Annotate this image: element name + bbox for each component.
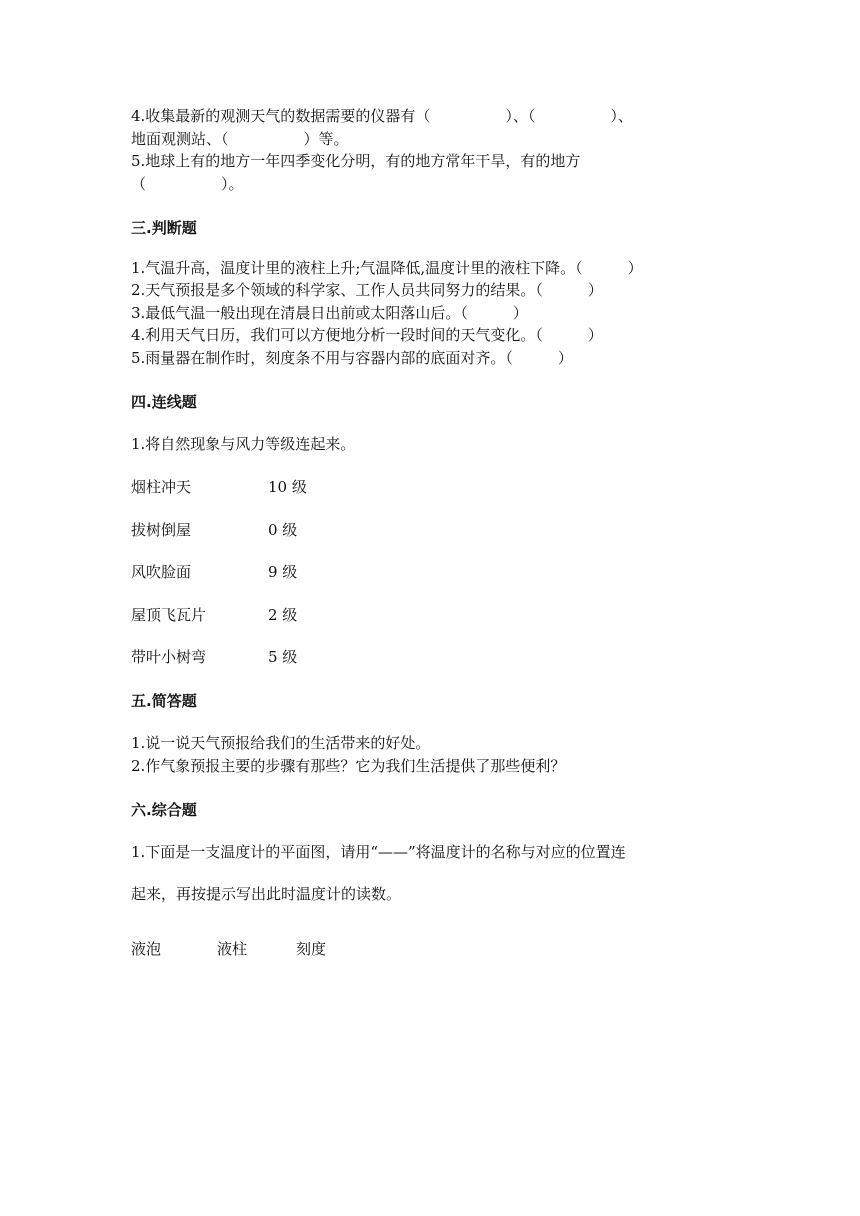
fill-blank-q4-line1: 4.收集最新的观测天气的数据需要的仪器有（ ）、（ ）、 <box>131 107 633 125</box>
fill-blank-q5-line2: （ ）。 <box>131 175 244 193</box>
matching-right-item: 10 级 <box>268 478 307 496</box>
fill-blank-q4-line2: 地面观测站、（ ）等。 <box>131 130 349 148</box>
matching-left-item: 带叶小树弯 <box>131 648 207 666</box>
comprehensive-q1-line1: 1.下面是一支温度计的平面图，请用“——”将温度计的名称与对应的位置连 <box>131 843 626 861</box>
comprehensive-q1-line2: 起来，再按提示写出此时温度计的读数。 <box>131 885 402 903</box>
fill-blank-q5-line1: 5.地球上有的地方一年四季变化分明，有的地方常年干旱，有的地方 <box>131 152 581 170</box>
short-answer-item-1: 1.说一说天气预报给我们的生活带来的好处。 <box>131 734 431 752</box>
judgement-item-4: 4.利用天气日历，我们可以方便地分析一段时间的天气变化。（ ） <box>131 326 603 344</box>
matching-left-item: 烟柱冲天 <box>131 478 192 496</box>
thermometer-label-column: 液柱 <box>217 940 248 958</box>
section-title-comprehensive: 六.综合题 <box>131 801 197 819</box>
matching-question: 1.将自然现象与风力等级连起来。 <box>131 435 356 453</box>
judgement-item-5: 5.雨量器在制作时，刻度条不用与容器内部的底面对齐。（ ） <box>131 349 573 367</box>
matching-right-item: 0 级 <box>268 521 298 539</box>
judgement-item-3: 3.最低气温一般出现在清晨日出前或太阳落山后。（ ） <box>131 304 528 322</box>
matching-right-item: 9 级 <box>268 563 298 581</box>
matching-left-item: 屋顶飞瓦片 <box>131 606 207 624</box>
thermometer-label-bulb: 液泡 <box>131 940 162 958</box>
section-title-short-answer: 五.简答题 <box>131 692 197 710</box>
matching-left-item: 拔树倒屋 <box>131 521 192 539</box>
matching-right-item: 2 级 <box>268 606 298 624</box>
section-title-judgement: 三.判断题 <box>131 219 197 237</box>
section-title-matching: 四.连线题 <box>131 393 197 411</box>
judgement-item-1: 1.气温升高，温度计里的液柱上升;气温降低,温度计里的液柱下降。（ ） <box>131 259 643 277</box>
short-answer-item-2: 2.作气象预报主要的步骤有那些？它为我们生活提供了那些便利？ <box>131 757 566 775</box>
matching-left-item: 风吹脸面 <box>131 563 192 581</box>
judgement-item-2: 2.天气预报是多个领域的科学家、工作人员共同努力的结果。（ ） <box>131 281 603 299</box>
thermometer-label-scale: 刻度 <box>296 940 327 958</box>
matching-right-item: 5 级 <box>268 648 298 666</box>
